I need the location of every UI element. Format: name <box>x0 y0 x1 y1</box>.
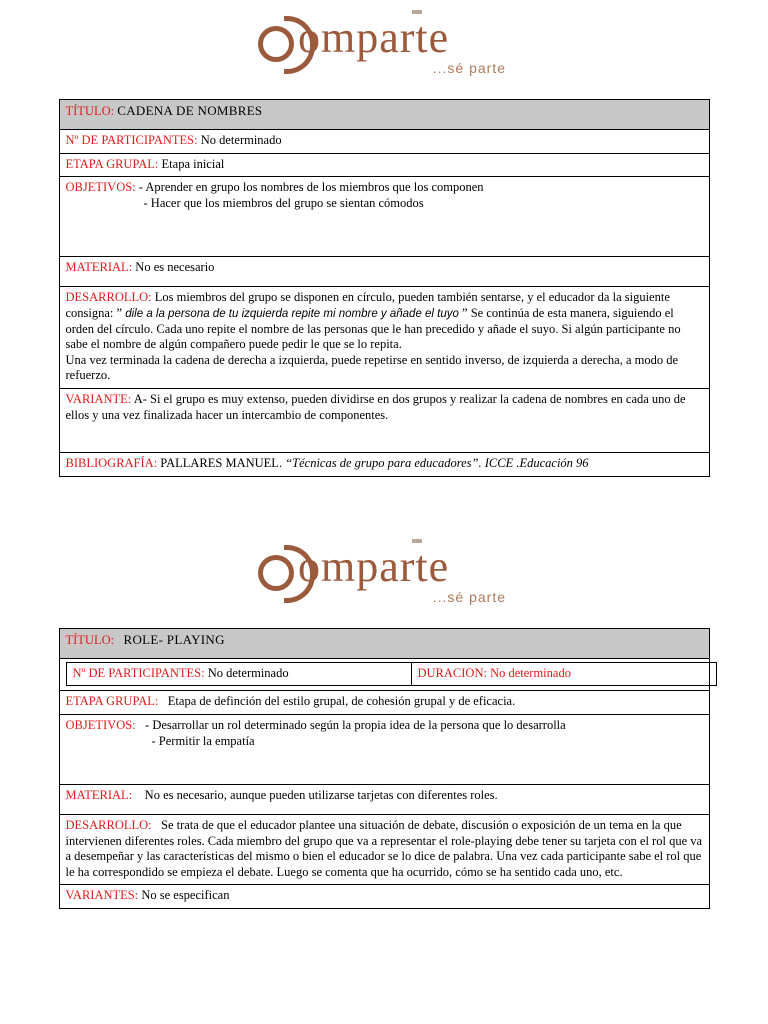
participantes-cell <box>59 130 709 154</box>
duracion-label: DURACION: <box>417 665 487 680</box>
table-row <box>59 714 709 784</box>
table-row <box>59 691 709 715</box>
variantes-label: VARIANTES: <box>65 888 139 903</box>
table-row <box>59 814 709 885</box>
duracion-cell <box>411 662 716 686</box>
bibliografia-cell <box>59 453 709 477</box>
objetivos-item-2: - Hacer que los miembros del grupo se sientan cómodos <box>143 195 424 210</box>
titulo-label: TÍTULO: <box>65 104 115 118</box>
table-row <box>59 287 709 389</box>
page-spacer <box>0 477 768 529</box>
table-row <box>59 100 709 130</box>
participantes-cell <box>66 662 411 686</box>
material-cell <box>59 784 709 814</box>
participantes-label: Nº DE PARTICIPANTES: <box>72 665 205 680</box>
variante-label: VARIANTE: <box>65 392 132 406</box>
objetivos-label: OBJETIVOS: <box>65 717 136 732</box>
objetivos-item-1: - Desarrollar un rol determinado según la propia idea de la persona que lo desarrolla <box>145 717 566 732</box>
table-row <box>59 628 709 658</box>
table-row <box>59 784 709 814</box>
objetivos-item-1: - Aprender en grupo los nombres de los miembros que los componen <box>138 180 484 195</box>
etapa-label: ETAPA GRUPAL: <box>65 156 159 171</box>
material-cell <box>59 257 709 287</box>
desarrollo-value: Se trata de que el educador plantee una situación de debate, discusión o exposición de un tema en la que intervienen diferentes roles. Cada miembro del grupo que va a representar el role-playing debe tener su tarjeta con el rol que va a desempeñar y las características del mismo o bien el educador se lo dice de palabra. Una vez cada participante sabe el rol que le ha correspondido se empieza el debate. Luego se comenta que ha ocurrido, cómo se ha sentido cada uno, etc. <box>65 817 703 879</box>
material-value: No es necesario <box>135 260 215 275</box>
participantes-value: No determinado <box>207 665 289 680</box>
bibliografia-label: BIBLIOGRAFÍA: <box>65 456 158 470</box>
bibliografia-autor: PALLARES MANUEL. <box>160 456 283 470</box>
etapa-cell <box>59 691 709 715</box>
etapa-label: ETAPA GRUPAL: <box>65 694 159 709</box>
variante-value: A- Si el grupo es muy extenso, pueden dividirse en dos grupos y realizar la cadena de nombres en cada uno de ellos y una vez finalizada hacer un intercambio de componentes. <box>65 392 686 422</box>
table-row <box>59 257 709 287</box>
titulo-label: TÍTULO: <box>65 632 115 647</box>
material-value: No es necesario, aunque pueden utilizarse tarjetas con diferentes roles. <box>144 787 498 802</box>
desarrollo-consigna: dile a la persona de tu izquierda repite mi nombre y añade el tuyo <box>125 307 459 320</box>
variantes-value: No se especifican <box>141 888 230 903</box>
objetivos-cell <box>59 177 709 257</box>
logo-header-2 <box>0 529 768 628</box>
table-row <box>59 153 709 177</box>
desarrollo-cell <box>59 814 709 885</box>
logo-header-1 <box>0 0 768 99</box>
table-row <box>59 885 709 909</box>
material-label: MATERIAL: <box>65 787 133 802</box>
participantes-label: Nº DE PARTICIPANTES: <box>65 133 198 147</box>
desarrollo-part-1: Los miembros del grupo se disponen en círculo, pueden también sentarse, y el educador da la siguiente consigna: ” <box>65 290 670 320</box>
objetivos-item-2: - Permitir la empatía <box>151 733 255 748</box>
material-label: MATERIAL: <box>65 260 133 275</box>
etapa-cell <box>59 153 709 177</box>
desarrollo-part-2: ” Se continúa de esta manera, siguiendo el orden del círculo. Cada uno repite el nombre de las personas que le han precedido y añade el suyo. Si algún participante no sabe el nombre de algún compañero puede pedir le que se lo repita. <box>65 305 681 352</box>
table-row <box>59 658 709 691</box>
desarrollo-paragraph-2: Una vez terminada la cadena de derecha a izquierda, puede repetirse en sentido inverso, de izquierda a derecha, a modo de refuerzo. <box>65 352 679 383</box>
titulo-value: CADENA DE NOMBRES <box>117 103 263 118</box>
table-row <box>59 453 709 477</box>
comparte-logo <box>254 10 514 88</box>
duracion-value: No determinado <box>490 665 571 680</box>
participantes-value: No determinado <box>200 133 282 147</box>
variante-cell <box>59 389 709 453</box>
desarrollo-label: DESARROLLO: <box>65 290 152 305</box>
titulo-value: ROLE- PLAYING <box>123 631 225 647</box>
activity-sheet-2 <box>59 628 710 909</box>
variantes-cell <box>59 885 709 909</box>
logo-tagline: ...sé parte <box>432 588 506 605</box>
titulo-cell <box>59 100 709 130</box>
etapa-value: Etapa inicial <box>161 156 225 171</box>
table-row <box>59 130 709 154</box>
activity-sheet-1 <box>59 99 710 477</box>
logo-tagline: ...sé parte <box>432 60 506 76</box>
table-row <box>59 389 709 453</box>
logo-wordmark: omparte <box>298 13 450 62</box>
comparte-logo-2 <box>254 539 514 617</box>
bibliografia-resto: ICCE .Educación 96 <box>484 456 589 470</box>
participantes-duracion-row <box>59 658 709 691</box>
titulo-cell <box>59 628 709 658</box>
desarrollo-label: DESARROLLO: <box>65 817 152 832</box>
desarrollo-cell <box>59 287 709 389</box>
table-row <box>59 177 709 257</box>
logo-wordmark: omparte <box>298 541 450 591</box>
bibliografia-obra: “Técnicas de grupo para educadores”. <box>285 456 482 470</box>
objetivos-cell <box>59 714 709 784</box>
objetivos-label: OBJETIVOS: <box>65 180 136 195</box>
etapa-value: Etapa de definción del estilo grupal, de cohesión grupal y de eficacia. <box>167 694 516 709</box>
